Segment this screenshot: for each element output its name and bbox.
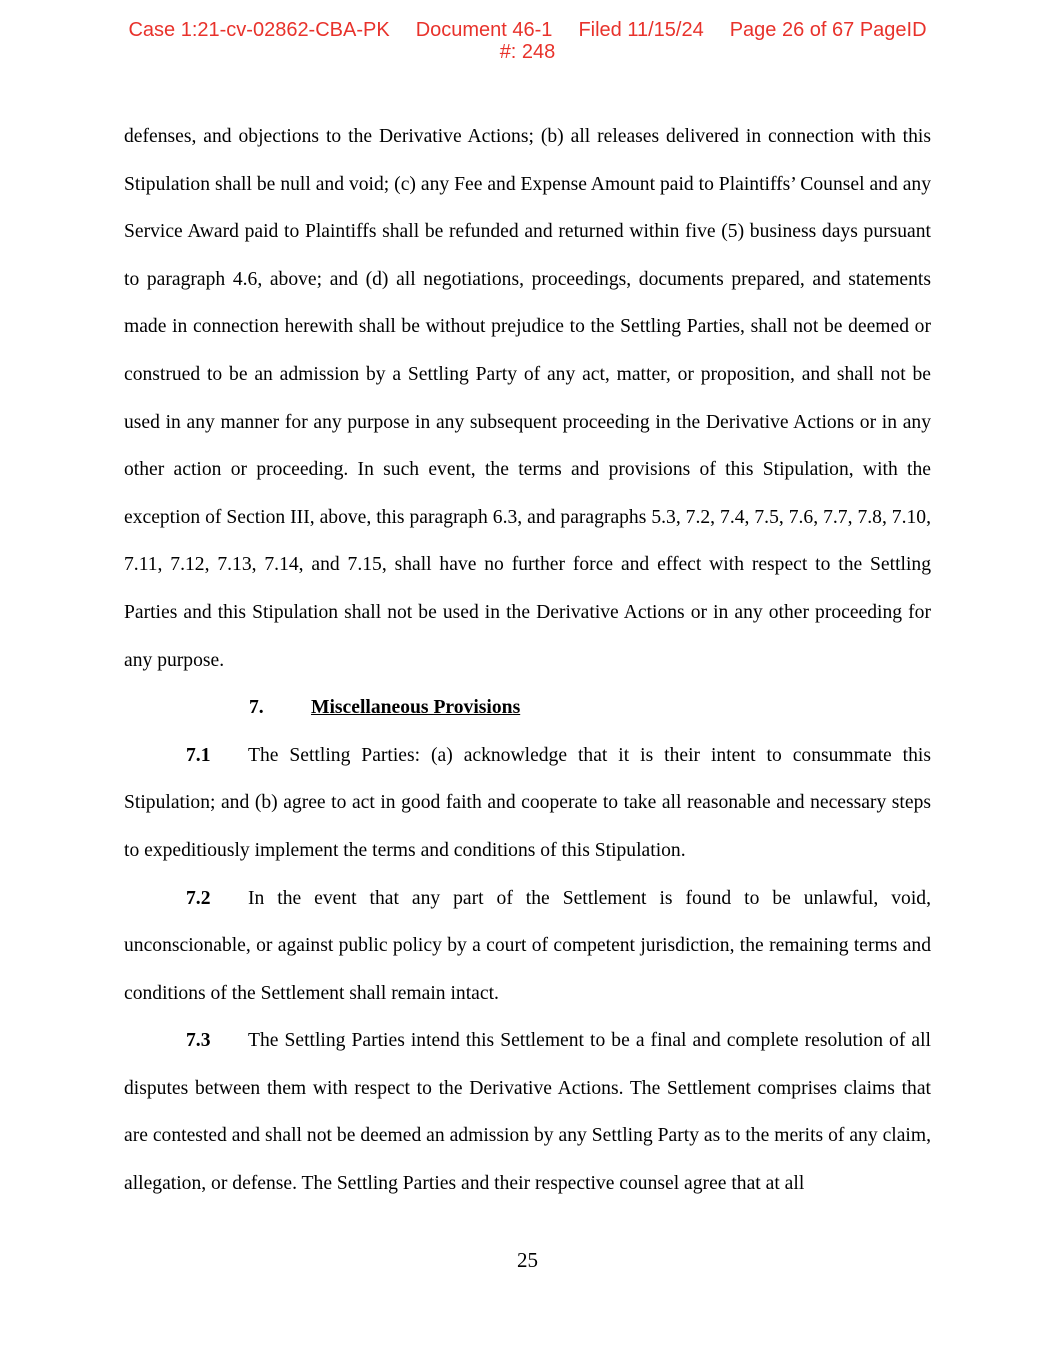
document-number: Document 46-1: [415, 19, 553, 41]
paragraph-number: 7.2: [186, 887, 211, 909]
filed-date: Filed 11/15/24: [578, 19, 704, 41]
page-number: 25: [517, 1248, 538, 1272]
paragraph-7-2: [124, 875, 931, 1018]
section-heading: [124, 684, 931, 732]
paragraph-number: 7.1: [186, 744, 211, 766]
paragraph-7-3: [124, 1017, 931, 1207]
paragraph-text: The Settling Parties intend this Settlement to be a final and complete resolution of all disputes between them with respect to the Derivative Actions. The Settlement comprises claims that are contested and shall not be deemed an admission by any Settling Party as to the merits of any claim, allegation, or defense. The Settling Parties and their respective counsel agree that at all: [124, 1030, 931, 1195]
paragraph-number: 7.3: [186, 1030, 211, 1052]
section-number: 7.: [249, 697, 264, 719]
case-number: Case 1:21-cv-02862-CBA-PK: [128, 19, 390, 41]
section-title: Miscellaneous Provisions: [311, 697, 521, 719]
continuation-paragraph: defenses, and objections to the Derivative Actions; (b) all releases delivered in connection with this Stipulation shall be null and void; (c) any Fee and Expense Amount paid to Plaintiffs’ Counsel and any Service Award paid to Plaintiffs shall be refunded and returned within five (5) business days pursuant to paragraph 4.6, above; and (d) all negotiations, proceedings, documents prepared, and statements made in connection herewith shall be without prejudice to the Settling Parties, shall not be deemed or construed to be an admission by a Settling Party of any act, matter, or proposition, and shall not be used in any manner for any purpose in any subsequent proceeding in the Derivative Actions or in any other action or proceeding. In such event, the terms and provisions of this Stipulation, with the exception of Section III, above, this paragraph 6.3, and paragraphs 5.3, 7.2, 7.4, 7.5, 7.6, 7.7, 7.8, 7.10, 7.11, 7.12, 7.13, 7.14, and 7.15, shall have no further force and effect with respect to the Settling Parties and this Stipulation shall not be used in the Derivative Actions or in any other proceeding for any purpose.: [124, 126, 931, 671]
page-info: Page 26 of 67 PageID: [729, 19, 927, 41]
court-filing-header: [0, 19, 1055, 63]
page-id: #: 248: [499, 41, 556, 63]
paragraph-7-1: [124, 732, 931, 875]
document-body: [124, 113, 931, 1208]
paragraph-text: In the event that any part of the Settlement is found to be unlawful, void, unconscionable, or against public policy by a court of competent jurisdiction, the remaining terms and conditions of the Settlement shall remain intact.: [124, 887, 931, 1004]
filing-header-line: [0, 19, 1055, 41]
paragraph-text: The Settling Parties: (a) acknowledge that it is their intent to consummate this Stipulation; and (b) agree to act in good faith and cooperate to take all reasonable and necessary steps to expeditiously implement the terms and conditions of this Stipulation.: [124, 744, 931, 861]
